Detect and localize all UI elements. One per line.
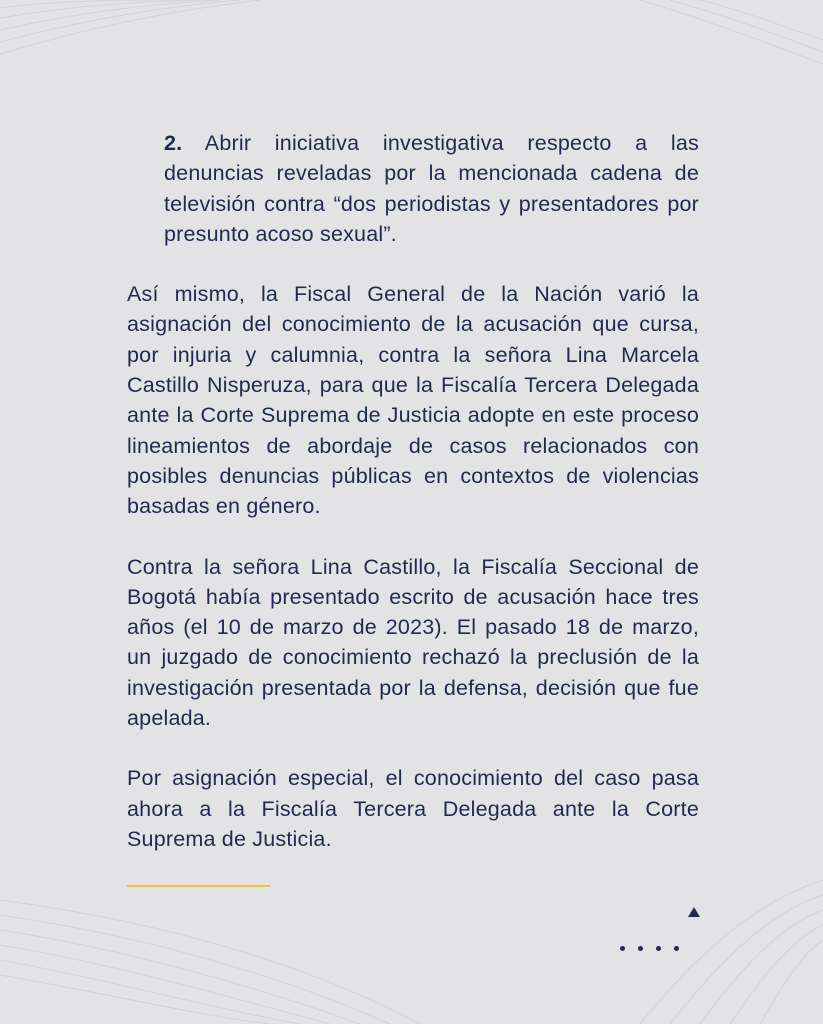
numbered-list-item	[164, 128, 699, 249]
paragraph-background: Contra la señora Lina Castillo, la Fiscalía Seccional de Bogotá había presentado escrito de acusación hace tres años (el 10 de marzo de 2023). El pasado 18 de marzo, un juzgado de conocimiento rechazó la preclusión de la investigación presentada por la defensa, decisión que fue apelada.	[127, 554, 699, 731]
list-item-number: 2.	[164, 131, 183, 155]
pagination-dot	[674, 946, 679, 951]
paragraph-special-assignment: Por asignación especial, el conocimiento del caso pasa ahora a la Fiscalía Tercera Delegada ante la Corte Suprema de Justicia.	[127, 766, 699, 851]
paragraph-reassignment: Así mismo, la Fiscal General de la Nación varió la asignación del conocimiento de la acusación que cursa, por injuria y calumnia, contra la señora Lina Marcela Castillo Nisperuza, para que la Fiscalía Tercera Delegada ante la Corte Suprema de Justicia adopte en este proceso lineamientos de abordaje de casos relacionados con posibles denuncias públicas en contextos de violencias basadas en género.	[127, 282, 699, 519]
accent-divider	[127, 885, 270, 887]
pagination-dot	[656, 946, 661, 951]
list-item-text: Abrir iniciativa investigativa respecto a las denuncias reveladas por la mencionada cadena de televisión contra “dos periodistas y presentadores por presunto acoso sexual”.	[164, 131, 699, 246]
pagination-dot	[620, 946, 625, 951]
pagination-dots	[620, 946, 679, 951]
pagination-dot	[638, 946, 643, 951]
triangle-up-icon[interactable]	[688, 907, 700, 917]
document-body	[127, 128, 699, 884]
